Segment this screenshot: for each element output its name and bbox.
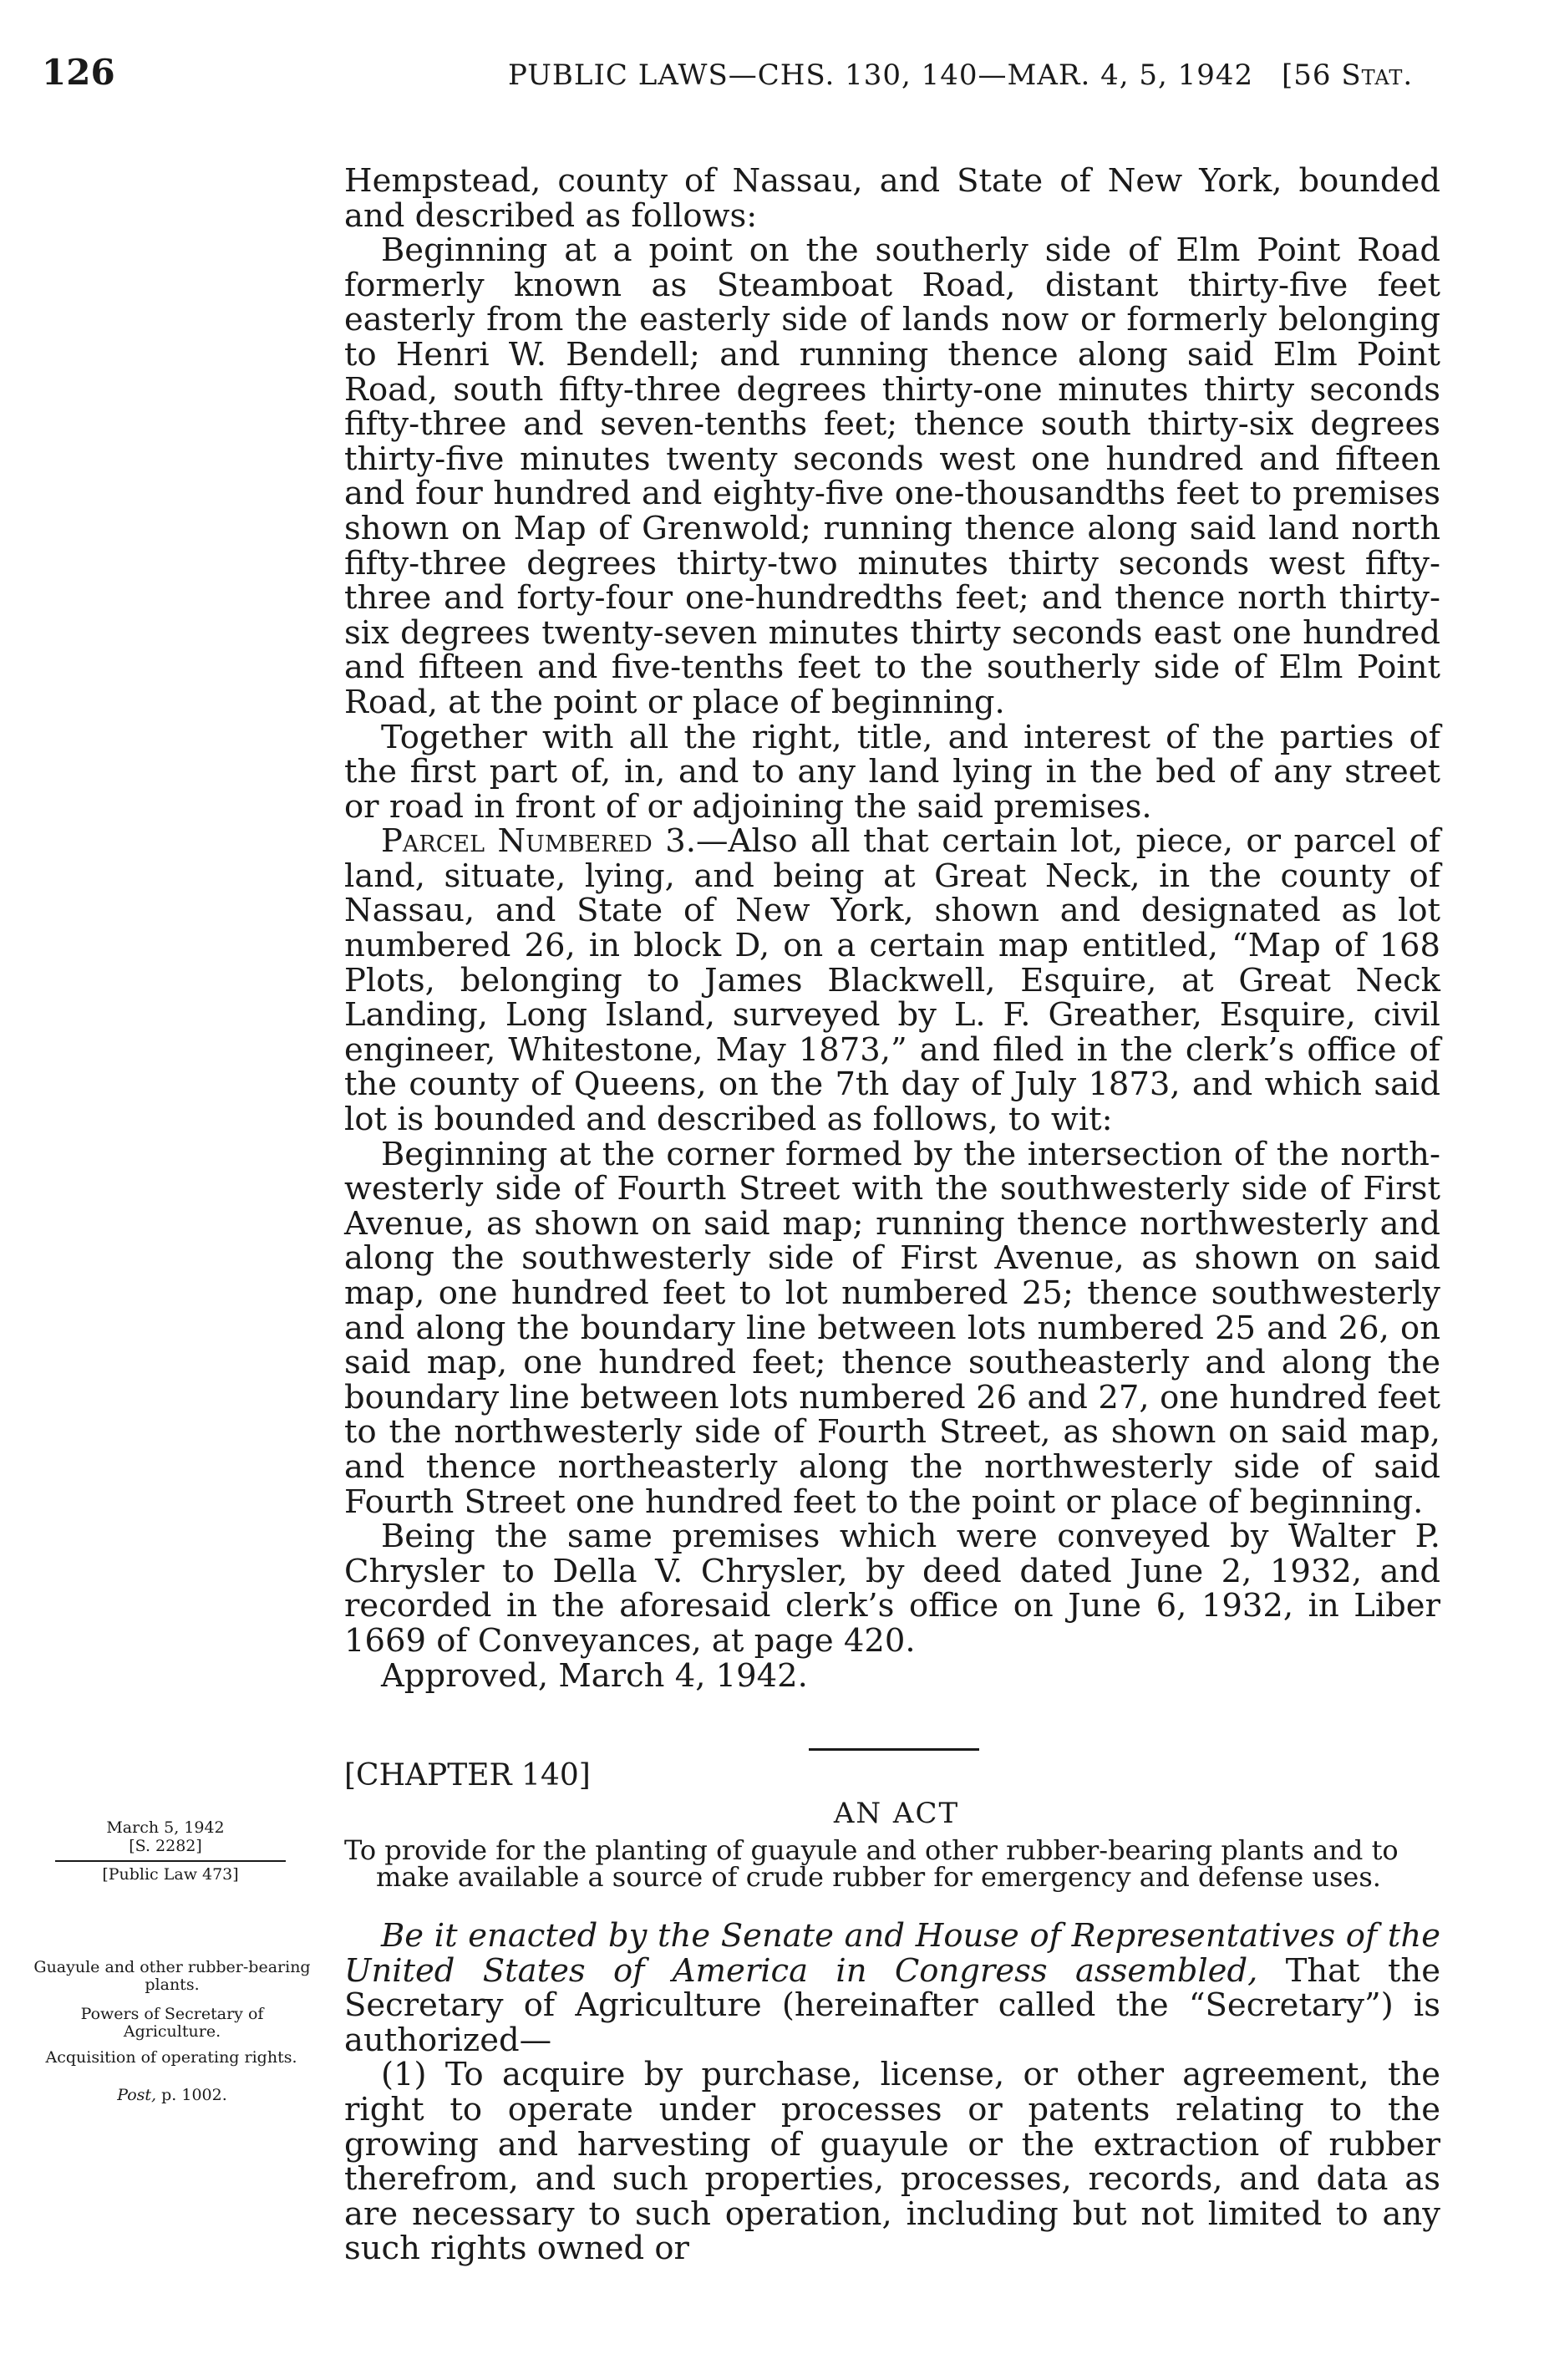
enacting-text (344, 1919, 1440, 2266)
sidenote-guayule: Guayule and other rubber-bearing plants. (33, 1958, 311, 1994)
sidenote-post-page: p. 1002. (156, 2086, 227, 2104)
sidenote-post (30, 2086, 314, 2104)
sidenote-bill: [S. 2282] (129, 1837, 202, 1855)
approval-date: Approved, March 4, 1942. (381, 1656, 808, 1695)
parcel-text: —Also all that certain lot, piece, or parcel of land, situate, lying, and being at Great Neck, in the county of Nassau, and State of New York, shown and designated as lot numbered 26, in block D, on a certain map entitled, “Map of 168 Plots, belonging to James Blackwell, Esquire, at Great Neck Landing, Long Island, surveyed by L. F. Greather, Esquire, civil engineer, Whitestone, May 1873,” and filed in the clerk’s office of the county of Queens, on the 7th day of July 1873, and which said lot is bounded and described as follows, to wit: (344, 822, 1440, 1139)
sidenote-public-law: [Public Law 473] (102, 1865, 239, 1884)
paragraph: Beginning at a point on the southerly side of Elm Point Road formerly known as Steamboat Road, distant thirty-five feet easterly from the easterly side of lands now or formerly belonging to Henri W. Bendell; and running thence along said Elm Point Road, south fifty-three degrees thirty-one minutes thirty seconds fifty-three and seven-tenths feet; thence south thirty-six degrees thirty-five minutes twenty seconds west one hundred and fifteen and four hundred and eighty-five one-thousandths feet to premises shown on Map of Grenwold; running thence along said land north fifty-three degrees thirty-two minutes thirty seconds west fifty-three and forty-four one-hundredths feet; and thence north thirty-six degrees twenty-seven minutes thirty seconds east one hundred and fifteen and five-tenths feet to the southerly side of Elm Point Road, at the point or place of beginning. (344, 231, 1440, 721)
act-title: AN ACT (833, 1797, 960, 1830)
main-text (344, 164, 1440, 1693)
header-title: PUBLIC LAWS—CHS. 130, 140—MAR. 4, 5, 1942 (508, 58, 1254, 92)
paragraph: Together with all the right, title, and interest of the parties of the first part of, in, and to any land lying in the bed of any street or road in front of or adjoining the said premises. (344, 718, 1440, 826)
enacting-body: That the Secretary of Agriculture (hereinafter called the “Secretary”) is authorized— (344, 1951, 1440, 2059)
paragraph: Beginning at the corner formed by the intersection of the northwesterly side of Fourth Street with the southwesterly side of First Avenue, as shown on said map; running thence northwesterly and along the southwesterly side of First Avenue, as shown on said map, one hundred feet to lot numbered 25; thence southwesterly and along the boundary line between lots numbered 25 and 26, on said map, one hundred feet; thence southeasterly and along the boundary line between lots numbered 26 and 27, one hundred feet to the northwesterly side of Fourth Street, as shown on said map, and thence northeasterly along the northwesterly side of said Fourth Street one hundred feet to the point or place of beginning. (344, 1135, 1440, 1521)
paragraph: Being the same premises which were conveyed by Walter P. Chrysler to Della V. Chrysler, by deed dated June 2, 1932, and recorded in the aforesaid clerk’s office on June 6, 1932, in Liber 1669 of Conveyances, at page 420. (344, 1518, 1440, 1660)
header-volume-label: Stat. (1341, 58, 1414, 92)
sidenote-acquisition: Acquisition of operating rights. (45, 2048, 297, 2067)
sidenote-powers: Powers of Secretary of Agriculture. (80, 2005, 264, 2041)
paragraph (344, 824, 1440, 1137)
sidenote-divider (55, 1860, 286, 1862)
chapter-label: [CHAPTER 140] (344, 1758, 591, 1793)
header-volume (1282, 58, 1413, 92)
enacting-formula: Be it enacted by the Senate and House of Representatives of the United States of America in Congress assembled, (344, 1917, 1440, 1990)
act-purpose (344, 1834, 1440, 1893)
sidenote-date: March 5, 1942 (106, 1818, 225, 1837)
running-header (0, 52, 1544, 102)
paragraph: Hempstead, county of Nassau, and State of New York, bounded and described as follows: (344, 162, 1440, 235)
header-volume-number: [56 (1282, 58, 1342, 92)
paragraph: (1) To acquire by purchase, license, or other agreement, the right to operate under processes or patents relating to the growing and harvesting of guayule or the extraction of rubber therefrom, and such properties, processes, records, and data as are necessary to such operation, including but not limited to any such rights owned or (344, 2056, 1440, 2268)
sidenote-post-label: Post, (117, 2086, 157, 2104)
page-number: 126 (42, 52, 115, 93)
section-divider (809, 1748, 979, 1751)
act-purpose-line: make available a source of crude rubber for emergency and defense uses. (376, 1861, 1381, 1893)
parcel-heading: Parcel Numbered 3. (381, 822, 697, 861)
act-purpose-line: To provide for the planting of guayule and other rubber-bearing plants and to (344, 1834, 1399, 1866)
enacting-clause (344, 1919, 1440, 2057)
